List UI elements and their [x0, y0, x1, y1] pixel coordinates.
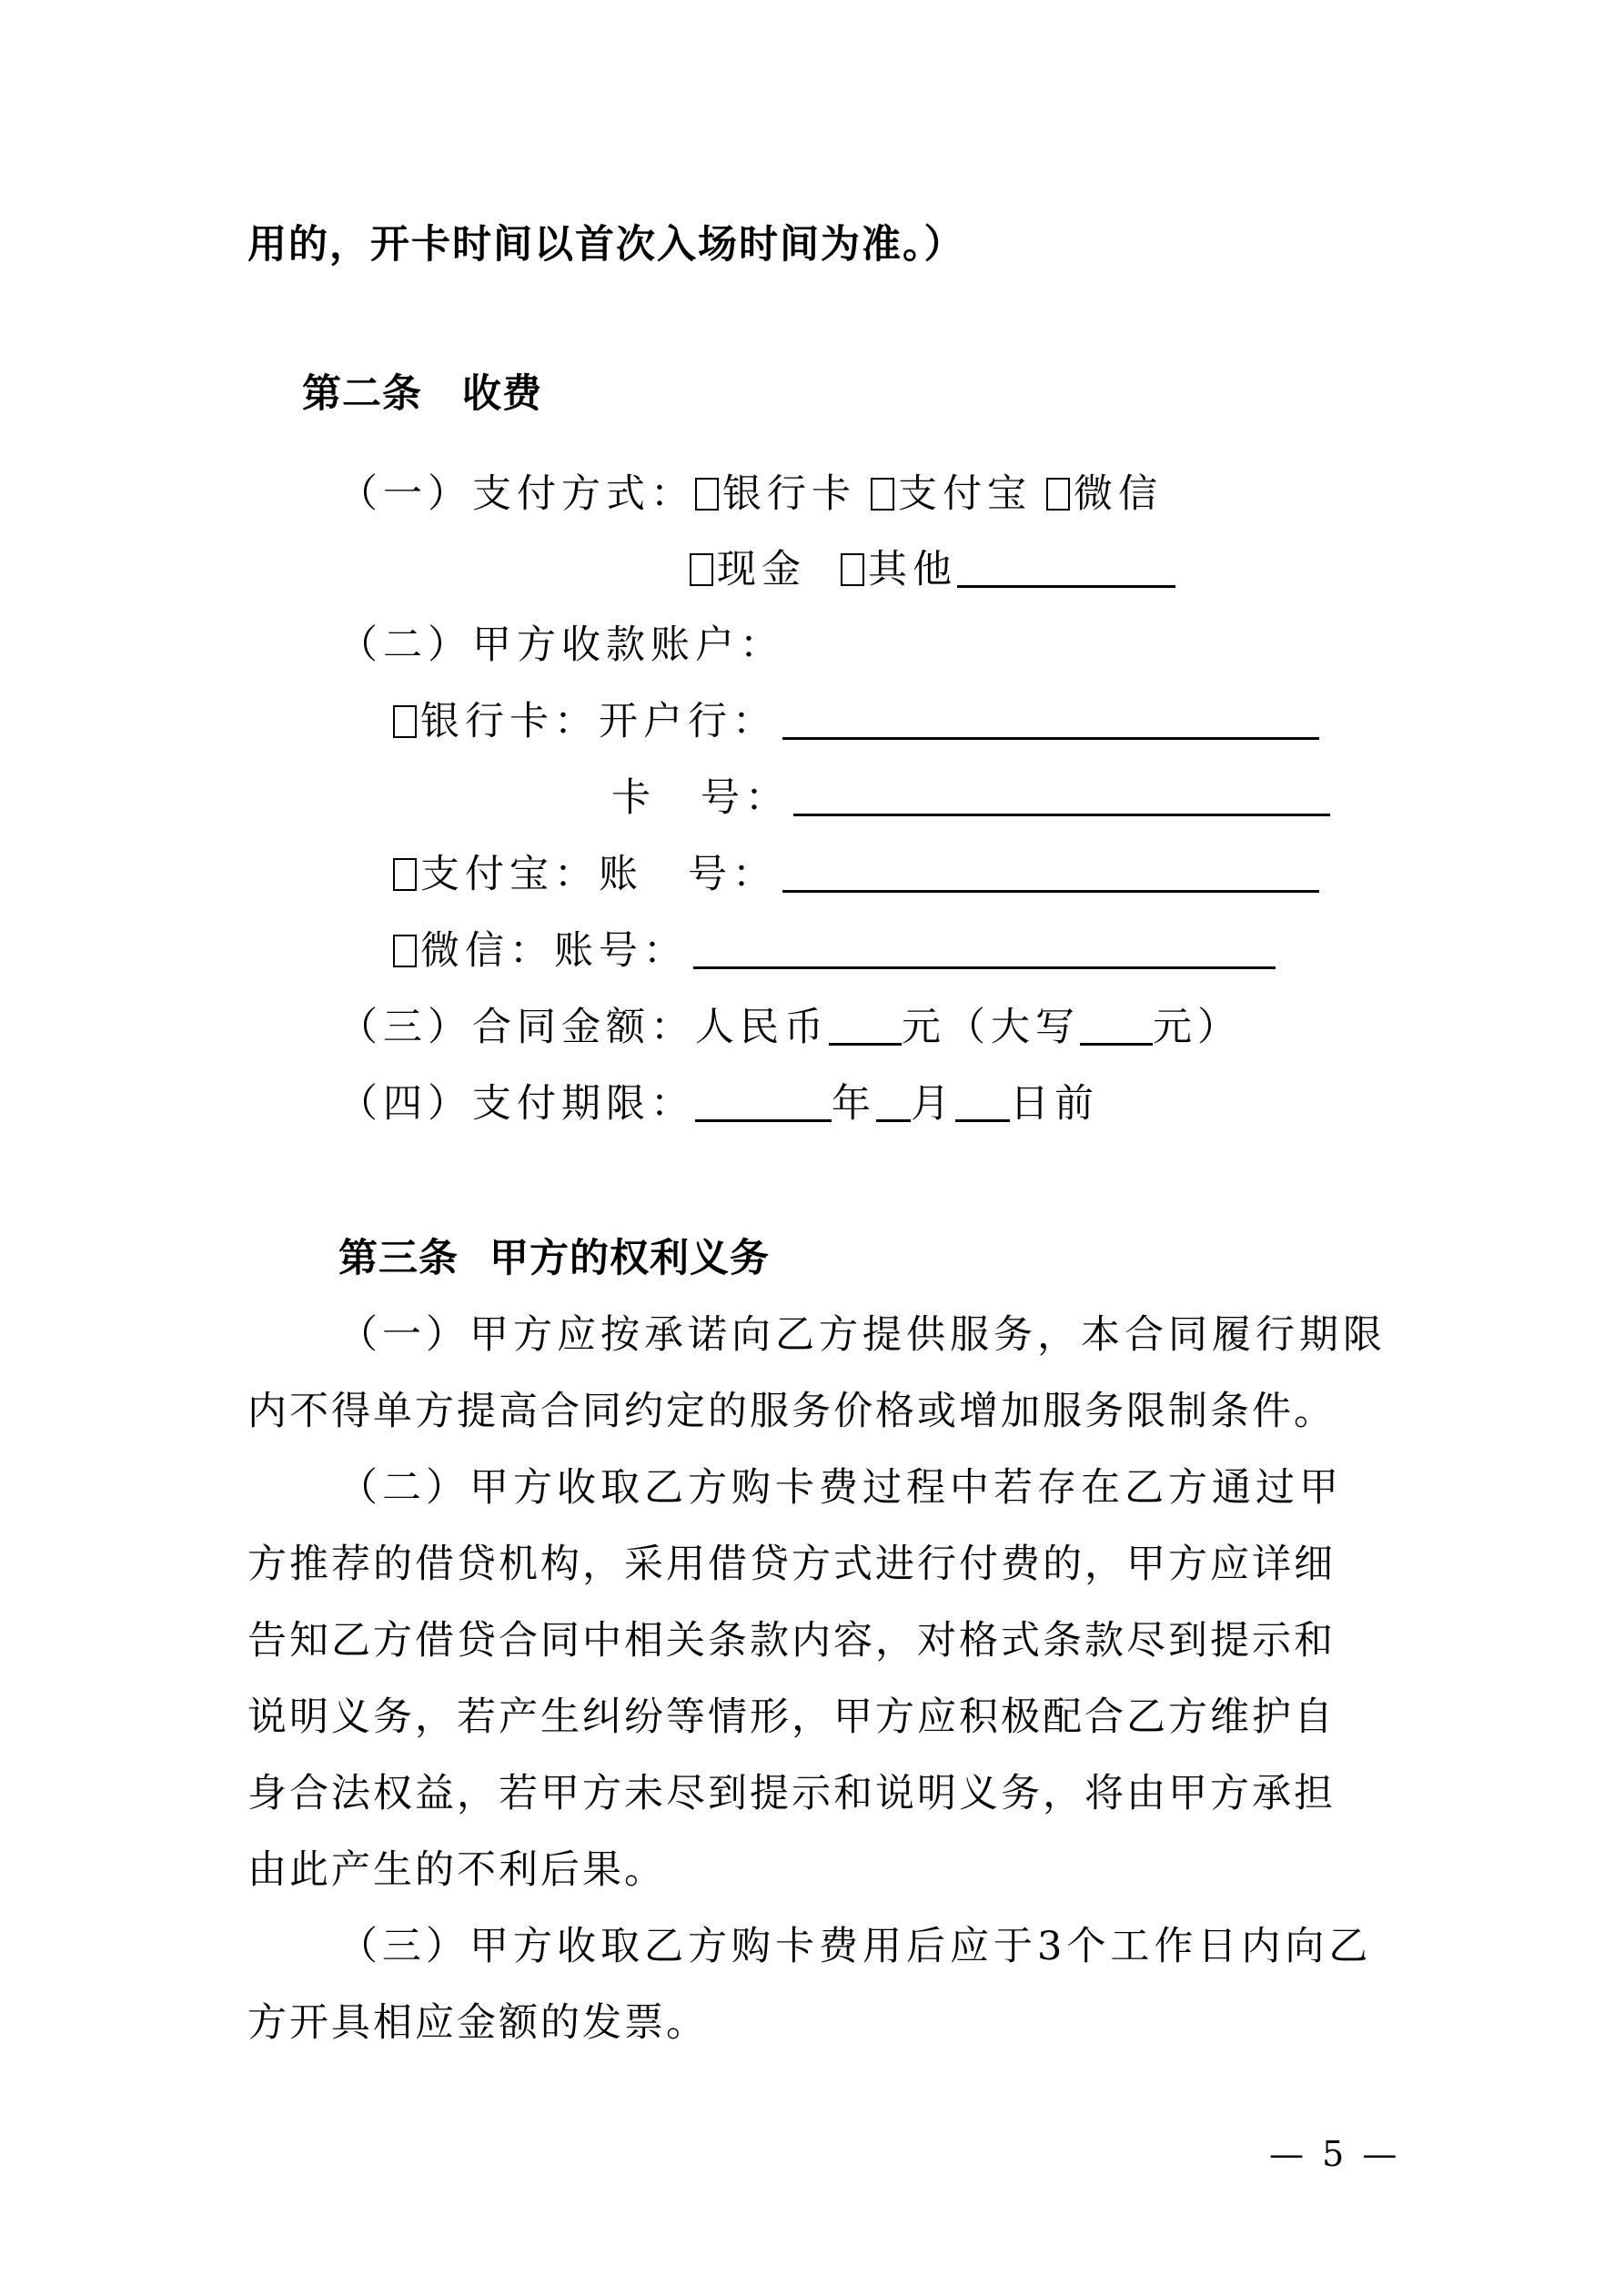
- payment-deadline-row: [338, 1081, 1099, 1127]
- article-3-line: 告知乙方借贷合同中相关条款内容，对格式条款尽到提示和: [247, 1618, 1336, 1664]
- checkbox-account-bank[interactable]: [393, 705, 417, 738]
- article-3-title: 甲方的权利义务: [489, 1236, 770, 1281]
- article-2-heading: [302, 371, 542, 417]
- payment-method-label: （一）支付方式：: [338, 471, 695, 517]
- article-3-line: 方推荐的借贷机构，采用借贷方式进行付费的，甲方应详细: [247, 1542, 1336, 1587]
- deadline-year-field[interactable]: [695, 1087, 832, 1122]
- continuation-text: 用的，开卡时间以首次入场时间为准。）: [247, 222, 965, 268]
- other-method-field[interactable]: [957, 552, 1175, 588]
- checkbox-account-wechat[interactable]: [393, 935, 417, 967]
- article-3-line: （三）甲方收取乙方购卡费用后应于3个工作日内向乙: [338, 1924, 1373, 1969]
- alipay-account-label: 账 号：: [599, 852, 777, 897]
- upper-yuan-label: 元）: [1153, 1005, 1242, 1050]
- bank-label: 银行卡：: [420, 699, 599, 744]
- deadline-month-field[interactable]: [876, 1087, 911, 1122]
- alipay-label: 支付宝：: [420, 852, 599, 897]
- option-alipay-label: 支付宝: [898, 471, 1032, 517]
- rmb-label: 人民币: [695, 1005, 829, 1050]
- article-3-line: 由此产生的不利后果。: [247, 1847, 666, 1893]
- checkbox-other[interactable]: [841, 553, 864, 586]
- article-3-line: 身合法权益，若甲方未尽到提示和说明义务，将由甲方承担: [247, 1771, 1336, 1816]
- article-3-line: （一）甲方应按承诺向乙方提供服务，本合同履行期限: [338, 1312, 1387, 1358]
- upper-case-label: （大写: [946, 1005, 1080, 1050]
- contract-amount-label: （三）合同金额：: [338, 1005, 695, 1050]
- option-wechat-label: 微信: [1074, 471, 1163, 517]
- wechat-row: [393, 928, 1276, 974]
- amount-field[interactable]: [829, 1010, 902, 1046]
- article-3-number: 第三条: [338, 1236, 459, 1281]
- day-before-label: 日前: [1010, 1081, 1099, 1127]
- wechat-account-label: 账号：: [554, 928, 688, 974]
- deadline-day-field[interactable]: [955, 1087, 1010, 1122]
- contract-amount-row: [338, 1005, 1242, 1050]
- card-number-label: 卡 号：: [611, 775, 790, 821]
- article-3-line: 方开具相应金额的发票。: [247, 2000, 708, 2046]
- option-other-label: 其他: [868, 547, 957, 592]
- article-3-line: 内不得单方提高合同约定的服务价格或增加服务限制条件。: [247, 1389, 1336, 1434]
- yuan-label: 元: [902, 1005, 946, 1050]
- wechat-account-field[interactable]: [693, 934, 1276, 969]
- checkbox-bank-card[interactable]: [695, 478, 719, 511]
- article-2-title: 收费: [462, 371, 542, 417]
- month-label: 月: [911, 1081, 955, 1127]
- upper-case-amount-field[interactable]: [1080, 1010, 1153, 1046]
- checkbox-account-alipay[interactable]: [393, 858, 417, 891]
- option-bank-card-label: 银行卡: [722, 471, 856, 517]
- payment-method-row: [338, 471, 1163, 517]
- payment-deadline-label: （四）支付期限：: [338, 1081, 695, 1127]
- option-cash-label: 现金: [717, 547, 806, 592]
- bank-branch-field[interactable]: [782, 704, 1319, 740]
- card-number-field[interactable]: [793, 781, 1330, 816]
- article-3-line: （二）甲方收取乙方购卡费过程中若存在乙方通过甲: [338, 1465, 1343, 1511]
- alipay-account-field[interactable]: [782, 857, 1319, 893]
- payment-method-row-2: [690, 547, 1175, 592]
- account-label: （二）甲方收款账户：: [338, 622, 784, 668]
- article-3-heading: [338, 1236, 770, 1281]
- card-number-row: [611, 775, 1330, 821]
- wechat-label: 微信：: [420, 928, 554, 974]
- page-number: — 5 —: [1269, 2134, 1401, 2174]
- bank-branch-row: [393, 699, 1319, 744]
- checkbox-alipay[interactable]: [871, 478, 894, 511]
- article-2-number: 第二条: [302, 371, 422, 417]
- bank-branch-label: 开户行：: [599, 699, 777, 744]
- checkbox-cash[interactable]: [690, 553, 713, 586]
- alipay-row: [393, 852, 1319, 897]
- year-label: 年: [832, 1081, 876, 1127]
- article-3-line: 说明义务，若产生纠纷等情形，甲方应积极配合乙方维护自: [247, 1694, 1336, 1740]
- checkbox-wechat[interactable]: [1046, 478, 1070, 511]
